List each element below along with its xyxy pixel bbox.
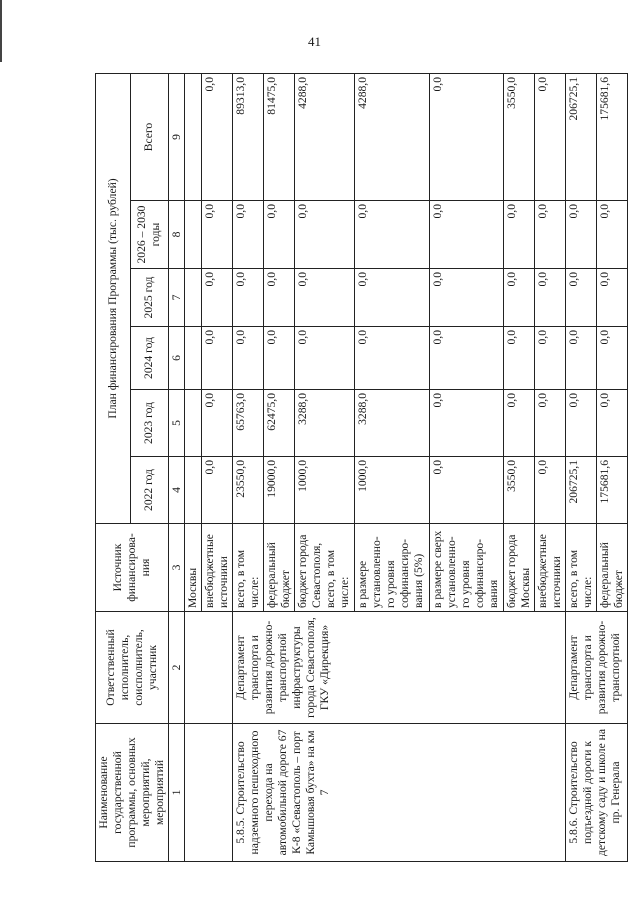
source-cell: Москвы — [185, 524, 202, 612]
header-program-name: Наименование государственной программы, основных мероприятий, мероприятий — [96, 724, 169, 862]
scan-edge-mark — [0, 0, 2, 62]
value-cell: 0,0 — [535, 74, 566, 201]
value-cell: 0,0 — [597, 327, 628, 390]
header-year-2023: 2023 год — [131, 390, 168, 457]
prev-executor-cell — [185, 612, 233, 724]
value-cell: 23550,0 — [233, 457, 264, 524]
value-cell: 0,0 — [430, 269, 504, 327]
value-cell: 175681,6 — [597, 457, 628, 524]
source-cell: внебюджетные источники — [202, 524, 233, 612]
value-cell: 0,0 — [566, 390, 597, 457]
header-years-2026-2030: 2026 – 2030 годы — [131, 201, 168, 269]
col-number: 8 — [168, 201, 185, 269]
value-cell: 0,0 — [535, 269, 566, 327]
value-cell: 65763,0 — [233, 390, 264, 457]
value-cell: 206725,1 — [566, 74, 597, 201]
source-cell: федеральный бюджет — [597, 524, 628, 612]
value-cell — [185, 327, 202, 390]
value-cell: 4288,0 — [355, 74, 430, 201]
value-cell — [185, 201, 202, 269]
value-cell: 0,0 — [504, 390, 535, 457]
header-plan: План финансирования Программы (тыс. рублей) — [96, 74, 131, 524]
prev-measure-cell — [185, 724, 233, 862]
value-cell: 3288,0 — [355, 390, 430, 457]
source-cell: в размере установленно-го уровня софинансиро-вания (5%) — [355, 524, 430, 612]
value-cell: 19000,0 — [264, 457, 295, 524]
value-cell: 0,0 — [430, 457, 504, 524]
table-row — [185, 74, 202, 862]
source-cell: бюджет города Севастополя, всего, в том числе: — [295, 524, 355, 612]
value-cell — [185, 390, 202, 457]
value-cell: 0,0 — [264, 327, 295, 390]
header-year-2024: 2024 год — [131, 327, 168, 390]
source-cell: всего, в том числе: — [566, 524, 597, 612]
measure-5-8-5-name: 5.8.5. Строительство надземного пешеходного перехода на автомобильной дороге 67 К-8 «Севастополь – порт Камышовая бухта» на км 7 — [233, 724, 566, 862]
value-cell: 0,0 — [535, 390, 566, 457]
value-cell: 0,0 — [535, 327, 566, 390]
value-cell: 0,0 — [430, 327, 504, 390]
value-cell: 0,0 — [597, 201, 628, 269]
value-cell: 0,0 — [597, 390, 628, 457]
value-cell — [185, 74, 202, 201]
value-cell: 0,0 — [566, 201, 597, 269]
financing-table — [95, 73, 628, 862]
value-cell: 0,0 — [233, 327, 264, 390]
value-cell: 0,0 — [264, 201, 295, 269]
value-cell: 4288,0 — [295, 74, 355, 201]
value-cell: 3550,0 — [504, 74, 535, 201]
value-cell: 62475,0 — [264, 390, 295, 457]
value-cell: 0,0 — [504, 327, 535, 390]
value-cell: 0,0 — [504, 269, 535, 327]
header-year-2025: 2025 год — [131, 269, 168, 327]
value-cell: 0,0 — [535, 201, 566, 269]
value-cell: 0,0 — [295, 327, 355, 390]
value-cell: 1000,0 — [295, 457, 355, 524]
col-number: 2 — [168, 612, 185, 724]
value-cell: 1000,0 — [355, 457, 430, 524]
measure-5-8-5-executor: Департамент транспорта и развития дорожно-транспортной инфраструктуры города Севастополя, ГКУ «Дирекция» — [233, 612, 566, 724]
col-number: 1 — [168, 724, 185, 862]
col-number: 4 — [168, 457, 185, 524]
value-cell — [185, 269, 202, 327]
page-number: 41 — [308, 34, 321, 49]
source-cell: внебюджетные источники — [535, 524, 566, 612]
header-executor: Ответственный исполнитель, соисполнитель, участник — [96, 612, 169, 724]
table-row — [233, 74, 264, 862]
value-cell: 0,0 — [202, 74, 233, 201]
measure-5-8-6-executor: Департамент транспорта и развития дорожно-транспортной — [566, 612, 628, 724]
value-cell: 0,0 — [430, 390, 504, 457]
value-cell: 0,0 — [233, 201, 264, 269]
value-cell: 0,0 — [355, 269, 430, 327]
value-cell: 0,0 — [295, 201, 355, 269]
header-total: Всего — [131, 74, 168, 201]
header-source: Источник финансирова-ния — [96, 524, 169, 612]
source-cell: всего, в том числе: — [233, 524, 264, 612]
value-cell: 0,0 — [202, 201, 233, 269]
value-cell: 3550,0 — [504, 457, 535, 524]
value-cell: 206725,1 — [566, 457, 597, 524]
value-cell: 89313,0 — [233, 74, 264, 201]
value-cell: 0,0 — [202, 327, 233, 390]
col-number: 5 — [168, 390, 185, 457]
value-cell: 0,0 — [295, 269, 355, 327]
value-cell: 0,0 — [264, 269, 295, 327]
source-cell: бюджет города Москвы — [504, 524, 535, 612]
value-cell: 0,0 — [430, 74, 504, 201]
value-cell: 0,0 — [504, 201, 535, 269]
col-number: 7 — [168, 269, 185, 327]
rotated-table-wrapper — [95, 74, 631, 862]
source-cell: в размере сверх установленно-го уровня софинансиро-вания — [430, 524, 504, 612]
value-cell: 81475,0 — [264, 74, 295, 201]
col-number: 9 — [168, 74, 185, 201]
value-cell: 0,0 — [535, 457, 566, 524]
value-cell: 0,0 — [566, 269, 597, 327]
value-cell: 0,0 — [597, 269, 628, 327]
value-cell: 0,0 — [430, 201, 504, 269]
col-number: 6 — [168, 327, 185, 390]
table-row — [566, 74, 597, 862]
value-cell: 0,0 — [566, 327, 597, 390]
value-cell: 175681,6 — [597, 74, 628, 201]
value-cell: 3288,0 — [295, 390, 355, 457]
header-year-2022: 2022 год — [131, 457, 168, 524]
value-cell — [185, 457, 202, 524]
source-cell: федеральный бюджет — [264, 524, 295, 612]
value-cell: 0,0 — [202, 457, 233, 524]
value-cell: 0,0 — [202, 269, 233, 327]
measure-5-8-6-name: 5.8.6. Строительство подъездной дороги к детскому саду и школе на пр. Генерала — [566, 724, 628, 862]
value-cell: 0,0 — [355, 201, 430, 269]
value-cell: 0,0 — [202, 390, 233, 457]
value-cell: 0,0 — [233, 269, 264, 327]
col-number: 3 — [168, 524, 185, 612]
value-cell: 0,0 — [355, 327, 430, 390]
